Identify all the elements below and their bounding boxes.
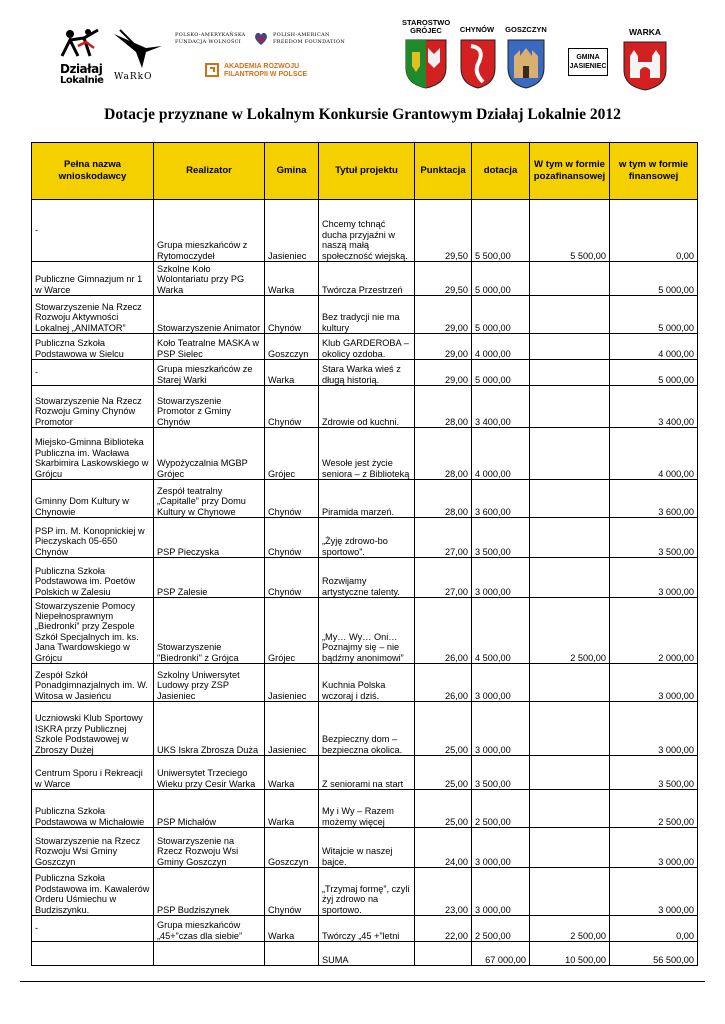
cell-finansowa: 3 400,00 xyxy=(610,386,698,428)
cell-realizator: Stowarzyszenie na Rzecz Rozwoju Wsi Gminy Goszczyn xyxy=(154,828,265,868)
sum-label: SUMA xyxy=(319,942,415,966)
header-pozafinansowa: W tym w formie pozafinansowej xyxy=(530,143,610,200)
cell-pozafinansowa xyxy=(530,828,610,868)
gmina-line2: JASIENIEC xyxy=(569,63,607,70)
cell-realizator: UKS Iskra Zbrosza Duża xyxy=(154,702,265,756)
table-row xyxy=(32,428,698,480)
header-finansowa: w tym w formie finansowej xyxy=(610,143,698,200)
cell-gmina: Jasieniec xyxy=(265,200,319,262)
cell-pozafinansowa xyxy=(530,480,610,518)
cell-pozafinansowa xyxy=(530,664,610,702)
table-row xyxy=(32,558,698,598)
cell-wnioskodawca: Publiczna Szkoła Podstawowa im. Poetów Polskich w Zalesiu xyxy=(32,558,154,598)
cell-wnioskodawca: Zespół Szkół Ponadgimnazjalnych im. W. Witosa w Jasieńcu xyxy=(32,664,154,702)
cell-wnioskodawca: Gminny Dom Kultury w Chynowie xyxy=(32,480,154,518)
cell-pozafinansowa xyxy=(530,790,610,828)
cell-wnioskodawca: Stowarzyszenie Na Rzecz Rozwoju Aktywności Lokalnej „ANIMATOR” xyxy=(32,296,154,334)
cell-tytul: Witajcie w naszej bajce. xyxy=(319,828,415,868)
cell-finansowa: 2 500,00 xyxy=(610,790,698,828)
cell-gmina: Grójec xyxy=(265,598,319,664)
lokalnie-text: Lokalnie xyxy=(60,75,104,86)
cell-tytul: Klub GARDEROBA – okolicy ozdoba. xyxy=(319,334,415,360)
cell-finansowa: 4 000,00 xyxy=(610,428,698,480)
cell-finansowa: 3 000,00 xyxy=(610,702,698,756)
cell-dotacja: 3 500,00 xyxy=(472,756,530,790)
cell-dotacja: 2 500,00 xyxy=(472,790,530,828)
cell-realizator: PSP Zalesie xyxy=(154,558,265,598)
table-row xyxy=(32,262,698,296)
dzialaj-text: Działaj xyxy=(60,62,103,76)
cell-punktacja: 24,00 xyxy=(415,828,472,868)
cell-dotacja: 3 000,00 xyxy=(472,558,530,598)
pafw-line2: FUNDACJA WOLNOŚCI xyxy=(175,39,242,45)
cell-punktacja: 28,00 xyxy=(415,480,472,518)
cell-wnioskodawca: Stowarzyszenie Na Rzecz Rozwoju Gminy Chynów Promotor xyxy=(32,386,154,428)
cell-tytul: Wesołe jest życie seniora – z Biblioteką xyxy=(319,428,415,480)
cell-dotacja: 4 000,00 xyxy=(472,428,530,480)
cell-finansowa: 3 600,00 xyxy=(610,480,698,518)
cell-realizator: Zespół teatralny „Capitalle” przy Domu Kultury w Chynowe xyxy=(154,480,265,518)
cell-dotacja: 3 000,00 xyxy=(472,868,530,916)
cell-wnioskodawca: Stowarzyszenie Pomocy Niepełnosprawnym „Biedronki” przy Zespole Szkół Specjalnych im. ks. Jana Twardowskiego w Grójcu xyxy=(32,598,154,664)
header-punktacja: Punktacja xyxy=(415,143,472,200)
cell-punktacja: 28,00 xyxy=(415,428,472,480)
arfp-line1: AKADEMIA ROZWOJU xyxy=(224,63,300,70)
cell-empty xyxy=(265,942,319,966)
cell-finansowa: 3 000,00 xyxy=(610,558,698,598)
cell-finansowa: 3 000,00 xyxy=(610,868,698,916)
cell-tytul: Kuchnia Polska wczoraj i dziś. xyxy=(319,664,415,702)
grojec-coat-of-arms-icon xyxy=(404,38,448,90)
cell-realizator: PSP Budziszynek xyxy=(154,868,265,916)
cell-tytul: „Żyję zdrowo-bo sportowo”. xyxy=(319,518,415,558)
table-row xyxy=(32,334,698,360)
cell-gmina: Grójec xyxy=(265,428,319,480)
cell-pozafinansowa xyxy=(530,756,610,790)
cell-punktacja: 29,00 xyxy=(415,296,472,334)
cell-pozafinansowa: 2 500,00 xyxy=(530,916,610,942)
cell-realizator: Wypożyczalnia MGBP Grójec xyxy=(154,428,265,480)
cell-pozafinansowa xyxy=(530,360,610,386)
cell-dotacja: 4 000,00 xyxy=(472,334,530,360)
grants-table xyxy=(31,142,698,966)
cell-finansowa: 3 500,00 xyxy=(610,756,698,790)
cell-punktacja: 29,50 xyxy=(415,262,472,296)
cell-dotacja: 3 000,00 xyxy=(472,702,530,756)
cell-gmina: Chynów xyxy=(265,386,319,428)
cell-gmina: Warka xyxy=(265,790,319,828)
cell-pozafinansowa xyxy=(530,262,610,296)
cell-wnioskodawca: - xyxy=(32,200,154,262)
cell-finansowa: 3 000,00 xyxy=(610,828,698,868)
sum-dotacja: 67 000,00 xyxy=(472,942,530,966)
cell-pozafinansowa xyxy=(530,868,610,916)
cell-gmina: Chynów xyxy=(265,480,319,518)
table-row xyxy=(32,916,698,942)
pafw-logo xyxy=(175,32,360,56)
cell-tytul: „My… Wy… Oni… Poznajmy się – nie bądźmy anonimowi” xyxy=(319,598,415,664)
cell-pozafinansowa xyxy=(530,296,610,334)
dzialaj-lokalnie-logo xyxy=(58,26,106,88)
cell-punktacja: 25,00 xyxy=(415,756,472,790)
cell-dotacja: 5 500,00 xyxy=(472,200,530,262)
gmina-line1: GMINA xyxy=(576,54,600,61)
cell-realizator: Koło Teatralne MASKA w PSP Sielec xyxy=(154,334,265,360)
chynow-label: CHYNÓW xyxy=(459,25,495,34)
cell-wnioskodawca: PSP im. M. Konopnickiej w Pieczyskach 05-650 Chynów xyxy=(32,518,154,558)
cell-empty xyxy=(415,942,472,966)
dzialaj-figure-icon xyxy=(58,26,106,64)
footer-divider xyxy=(20,981,705,982)
cell-tytul: Z seniorami na start xyxy=(319,756,415,790)
cell-punktacja: 28,00 xyxy=(415,386,472,428)
cell-gmina: Warka xyxy=(265,360,319,386)
cell-dotacja: 3 400,00 xyxy=(472,386,530,428)
warka-label: WARKA xyxy=(628,27,662,37)
cell-realizator: Grupa mieszkańców ze Starej Warki xyxy=(154,360,265,386)
table-row xyxy=(32,868,698,916)
cell-pozafinansowa xyxy=(530,558,610,598)
cell-gmina: Goszczyn xyxy=(265,334,319,360)
cell-wnioskodawca: - xyxy=(32,916,154,942)
sum-row xyxy=(32,942,698,966)
header-tytul: Tytuł projektu xyxy=(319,143,415,200)
cell-dotacja: 3 000,00 xyxy=(472,664,530,702)
cell-tytul: Stara Warka wieś z długą historią. xyxy=(319,360,415,386)
cell-wnioskodawca: Publiczna Szkoła Podstawowa im. Kawalerów Orderu Uśmiechu w Budziszynku. xyxy=(32,868,154,916)
cell-realizator: PSP Pieczyska xyxy=(154,518,265,558)
cell-empty xyxy=(32,942,154,966)
warka-coat-of-arms-icon xyxy=(622,40,668,92)
cell-realizator: Grupa mieszkańców „45+”czas dla siebie” xyxy=(154,916,265,942)
goszczyn-coat-of-arms-icon xyxy=(506,38,546,90)
cell-pozafinansowa xyxy=(530,386,610,428)
cell-punktacja: 25,00 xyxy=(415,702,472,756)
cell-dotacja: 5 000,00 xyxy=(472,296,530,334)
cell-wnioskodawca: Miejsko-Gminna Biblioteka Publiczna im. Wacława Skarbimira Laskowskiego w Grójcu xyxy=(32,428,154,480)
cell-punktacja: 23,00 xyxy=(415,868,472,916)
starostwo-line2: GRÓJEC xyxy=(410,26,442,35)
cell-realizator: Stowarzyszenie "Biedronki" z Grójca xyxy=(154,598,265,664)
table-row xyxy=(32,518,698,558)
cell-wnioskodawca: Publiczna Szkoła Podstawowa w Sielcu xyxy=(32,334,154,360)
cell-tytul: Zdrowie od kuchni. xyxy=(319,386,415,428)
paff-line1: POLISH-AMERICAN xyxy=(273,32,330,38)
cell-realizator: Szkolne Koło Wolontariatu przy PG Warka xyxy=(154,262,265,296)
cell-dotacja: 2 500,00 xyxy=(472,916,530,942)
cell-pozafinansowa xyxy=(530,334,610,360)
cell-punktacja: 29,00 xyxy=(415,334,472,360)
cell-finansowa: 5 000,00 xyxy=(610,296,698,334)
cell-dotacja: 5 000,00 xyxy=(472,262,530,296)
cell-dotacja: 3 000,00 xyxy=(472,828,530,868)
cell-realizator: Stowarzyszenie Animator xyxy=(154,296,265,334)
table-row xyxy=(32,386,698,428)
cell-pozafinansowa xyxy=(530,518,610,558)
table-row xyxy=(32,200,698,262)
header-dotacja: dotacja xyxy=(472,143,530,200)
cell-gmina: Chynów xyxy=(265,868,319,916)
cell-finansowa: 3 500,00 xyxy=(610,518,698,558)
arfp-line2: FILANTROPII W POLSCE xyxy=(224,71,308,78)
cell-gmina: Chynów xyxy=(265,296,319,334)
cell-dotacja: 3 500,00 xyxy=(472,518,530,558)
table-row xyxy=(32,664,698,702)
cell-pozafinansowa xyxy=(530,702,610,756)
header-realizator: Realizator xyxy=(154,143,265,200)
cell-gmina: Jasieniec xyxy=(265,702,319,756)
bird-icon xyxy=(112,28,164,72)
cell-tytul: Piramida marzeń. xyxy=(319,480,415,518)
goszczyn-label: GOSZCZYN xyxy=(505,25,547,34)
sum-pozafinansowa: 10 500,00 xyxy=(530,942,610,966)
starostwo-line1: STAROSTWO xyxy=(402,18,451,27)
starostwo-label xyxy=(402,19,450,35)
table-row xyxy=(32,360,698,386)
cell-tytul: Bezpieczny dom – bezpieczna okolica. xyxy=(319,702,415,756)
paff-line2: FREEDOM FOUNDATION xyxy=(273,39,346,45)
cell-finansowa: 0,00 xyxy=(610,200,698,262)
cell-realizator: Stowarzyszenie Promotor z Gminy Chynów xyxy=(154,386,265,428)
cell-finansowa: 5 000,00 xyxy=(610,262,698,296)
cell-wnioskodawca: Publiczne Gimnazjum nr 1 w Warce xyxy=(32,262,154,296)
cell-realizator: Grupa mieszkańców z Rytomoczydeł xyxy=(154,200,265,262)
cell-tytul: Chcemy tchnąć ducha przyjaźni w naszą małą społeczność wiejską. xyxy=(319,200,415,262)
cell-punktacja: 29,50 xyxy=(415,200,472,262)
warko-logo xyxy=(112,28,164,84)
table-row xyxy=(32,480,698,518)
cell-gmina: Warka xyxy=(265,916,319,942)
cell-pozafinansowa xyxy=(530,428,610,480)
cell-gmina: Jasieniec xyxy=(265,664,319,702)
warko-text: WaRkO xyxy=(114,72,153,82)
cell-gmina: Goszczyn xyxy=(265,828,319,868)
cell-wnioskodawca: Publiczna Szkoła Podstawowa w Michałowie xyxy=(32,790,154,828)
cell-dotacja: 3 600,00 xyxy=(472,480,530,518)
cell-punktacja: 25,00 xyxy=(415,790,472,828)
cell-tytul: Twórczy „45 +”letni xyxy=(319,916,415,942)
gmina-jasieniec-box xyxy=(568,48,608,76)
cell-finansowa: 5 000,00 xyxy=(610,360,698,386)
pafw-line1: POLSKO-AMERYKAŃSKA xyxy=(175,32,246,38)
table-row xyxy=(32,296,698,334)
cell-tytul: Rozwijamy artystyczne talenty. xyxy=(319,558,415,598)
table-row xyxy=(32,702,698,756)
cell-punktacja: 26,00 xyxy=(415,598,472,664)
table-body xyxy=(32,200,698,966)
cell-pozafinansowa: 2 500,00 xyxy=(530,598,610,664)
cell-finansowa: 2 000,00 xyxy=(610,598,698,664)
pafw-heart-icon xyxy=(253,31,269,47)
cell-punktacja: 29,00 xyxy=(415,360,472,386)
cell-gmina: Chynów xyxy=(265,518,319,558)
cell-gmina: Chynów xyxy=(265,558,319,598)
cell-punktacja: 27,00 xyxy=(415,558,472,598)
cell-dotacja: 5 000,00 xyxy=(472,360,530,386)
header-logos xyxy=(0,0,725,100)
cell-wnioskodawca: Stowarzyszenie na Rzecz Rozwoju Wsi Gminy Goszczyn xyxy=(32,828,154,868)
chynow-coat-of-arms-icon xyxy=(459,38,497,90)
cell-wnioskodawca: - xyxy=(32,360,154,386)
header-gmina: Gmina xyxy=(265,143,319,200)
cell-finansowa: 4 000,00 xyxy=(610,334,698,360)
header-wnioskodawca: Pełna nazwa wnioskodawcy xyxy=(32,143,154,200)
table-row xyxy=(32,598,698,664)
cell-empty xyxy=(154,942,265,966)
cell-pozafinansowa: 5 500,00 xyxy=(530,200,610,262)
cell-punktacja: 22,00 xyxy=(415,916,472,942)
arfp-bracket-icon xyxy=(204,62,220,78)
cell-tytul: Bez tradycji nie ma kultury xyxy=(319,296,415,334)
cell-realizator: Uniwersytet Trzeciego Wieku przy Cesir Warka xyxy=(154,756,265,790)
cell-realizator: Szkolny Uniwersytet Ludowy przy ZSP Jasieniec xyxy=(154,664,265,702)
cell-punktacja: 27,00 xyxy=(415,518,472,558)
cell-tytul: „Trzymaj formę”, czyli żyj zdrowo na sportowo. xyxy=(319,868,415,916)
cell-realizator: PSP Michałów xyxy=(154,790,265,828)
table-header-row xyxy=(32,143,698,200)
cell-gmina: Warka xyxy=(265,756,319,790)
page-title: Dotacje przyznane w Lokalnym Konkursie Grantowym Działaj Lokalnie 2012 xyxy=(104,106,621,123)
arfp-logo xyxy=(204,60,324,82)
cell-wnioskodawca: Uczniowski Klub Sportowy ISKRA przy Publicznej Szkole Podstawowej w Zbroszy Dużej xyxy=(32,702,154,756)
table-row xyxy=(32,790,698,828)
table-row xyxy=(32,828,698,868)
cell-dotacja: 4 500,00 xyxy=(472,598,530,664)
cell-punktacja: 26,00 xyxy=(415,664,472,702)
cell-finansowa: 3 000,00 xyxy=(610,664,698,702)
cell-tytul: Twórcza Przestrzeń xyxy=(319,262,415,296)
cell-wnioskodawca: Centrum Sporu i Rekreacji w Warce xyxy=(32,756,154,790)
table-row xyxy=(32,756,698,790)
cell-finansowa: 0,00 xyxy=(610,916,698,942)
sum-finansowa: 56 500,00 xyxy=(610,942,698,966)
cell-tytul: My i Wy – Razem możemy więcej xyxy=(319,790,415,828)
cell-gmina: Warka xyxy=(265,262,319,296)
